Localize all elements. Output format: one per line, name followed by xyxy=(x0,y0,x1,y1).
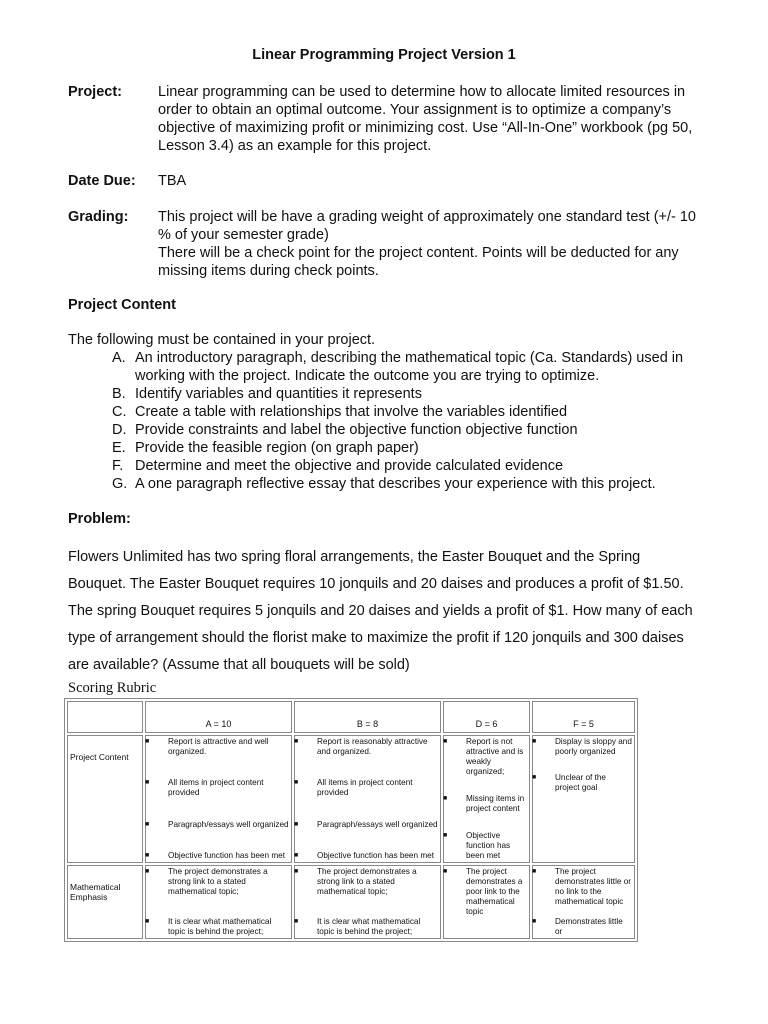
bullet-icon: ■ xyxy=(145,738,150,745)
bullet-text: Objective function has been met xyxy=(466,831,511,860)
bullet-text: Report is not attractive and is weakly organized; xyxy=(466,737,524,776)
document-title: Linear Programming Project Version 1 xyxy=(252,47,516,63)
bullet-icon: ■ xyxy=(294,779,299,787)
bullet-text: All items in project content provided xyxy=(168,778,264,798)
rubric-title: Scoring Rubric xyxy=(68,680,157,696)
bullet-text: Demonstrates little or xyxy=(555,917,623,936)
bullet-text: Report is attractive and well organized. xyxy=(168,737,269,756)
bullet-text: Missing items in project content xyxy=(466,794,525,813)
bullet-icon: ■ xyxy=(532,868,537,875)
list-letter: G. xyxy=(112,476,128,492)
project-line: Linear programming can be used to determine how to allocate limited resources in xyxy=(158,84,686,100)
bullet-item xyxy=(294,917,438,937)
list-text-line: An introductory paragraph, describing the mathematical topic (Ca. Standards) used in xyxy=(135,350,684,366)
problem-line: type of arrangement should the florist make to maximize the profit if 120 jonquils and 300 daises xyxy=(68,630,684,646)
table-header-row xyxy=(67,701,635,733)
bullet-icon: ■ xyxy=(443,795,448,802)
list-text: Determine and meet the objective and provide calculated evidence xyxy=(135,458,564,474)
bullet-text: Objective function has been met xyxy=(317,850,434,860)
project-description xyxy=(158,83,738,155)
cell-items xyxy=(532,867,632,937)
bullet-icon: ■ xyxy=(294,851,299,859)
bullet-text: The project demonstrates little or no link to the mathematical topic xyxy=(555,867,631,906)
grading-line: % of your semester grade) xyxy=(158,227,329,243)
cell-items xyxy=(443,867,527,937)
bullet-text: All items in project content provided xyxy=(317,778,413,798)
bullet-item xyxy=(145,819,289,830)
bullet-text: The project demonstrates a strong link to a stated mathematical topic; xyxy=(317,867,417,896)
bullet-text: Report is reasonably attractive and organized. xyxy=(317,737,428,756)
date-due-label: Date Due: xyxy=(68,173,136,189)
header-cell: A = 10 xyxy=(145,701,292,733)
bullet-item xyxy=(443,737,527,777)
bullet-item xyxy=(145,737,289,757)
bullet-item xyxy=(532,867,632,907)
cell-items xyxy=(443,737,527,861)
list-text: A one paragraph reflective essay that describes your experience with this project. xyxy=(135,476,656,492)
list-item xyxy=(112,475,683,493)
bullet-icon: ■ xyxy=(145,918,150,925)
table-cell xyxy=(443,735,530,863)
header-cell: B = 8 xyxy=(294,701,441,733)
project-content-list xyxy=(112,349,683,493)
grading-line: There will be a check point for the project content. Points will be deducted for any xyxy=(158,245,679,261)
table-row xyxy=(67,735,635,863)
list-item xyxy=(112,403,683,421)
bullet-text: Unclear of the project goal xyxy=(555,773,606,792)
list-letter: C. xyxy=(112,404,127,420)
bullet-text: Paragraph/essays well organized xyxy=(168,819,289,829)
cell-items xyxy=(294,737,438,861)
scoring-rubric-table xyxy=(64,698,638,942)
bullet-icon: ■ xyxy=(145,851,150,859)
problem-heading: Problem: xyxy=(68,511,131,527)
bullet-item xyxy=(443,794,527,814)
list-letter: D. xyxy=(112,422,127,438)
bullet-item xyxy=(532,737,632,757)
header-cell: F = 5 xyxy=(532,701,635,733)
grading-line: missing items during check points. xyxy=(158,263,379,279)
bullet-icon: ■ xyxy=(532,738,537,745)
table-cell xyxy=(532,865,635,939)
bullet-item xyxy=(294,867,438,897)
bullet-text: Paragraph/essays well organized xyxy=(317,819,438,829)
project-label: Project: xyxy=(68,84,122,100)
bullet-icon: ■ xyxy=(294,918,299,925)
problem-line: Bouquet. The Easter Bouquet requires 10 jonquils and 20 daises and produces a profit of $1.50. xyxy=(68,576,684,592)
list-text xyxy=(135,349,683,385)
project-line: order to obtain an optimal outcome. Your assignment is to optimize a company’s xyxy=(158,102,672,118)
bullet-item xyxy=(532,917,632,937)
list-item xyxy=(112,439,683,457)
problem-line: The spring Bouquet requires 5 jonquils and 20 daises and yields a profit of $1. How many of each xyxy=(68,603,693,619)
project-content-intro: The following must be contained in your project. xyxy=(68,332,376,348)
problem-text xyxy=(68,544,748,679)
bullet-item xyxy=(145,850,289,861)
project-line: Lesson 3.4) as an example for this project. xyxy=(158,138,432,154)
bullet-item xyxy=(532,773,632,793)
header-cell xyxy=(67,701,143,733)
table-cell xyxy=(145,735,292,863)
header-cell: D = 6 xyxy=(443,701,530,733)
table-cell xyxy=(145,865,292,939)
table-cell xyxy=(532,735,635,863)
bullet-item xyxy=(294,850,438,861)
problem-line: Flowers Unlimited has two spring floral arrangements, the Easter Bouquet and the Spring xyxy=(68,549,641,565)
cell-items xyxy=(145,737,289,861)
bullet-icon: ■ xyxy=(443,832,448,839)
bullet-text: It is clear what mathematical topic is behind the project; xyxy=(168,917,272,936)
bullet-item xyxy=(294,778,438,798)
table-cell xyxy=(294,865,441,939)
list-item xyxy=(112,349,683,385)
list-text: Create a table with relationships that involve the variables identified xyxy=(135,404,568,420)
bullet-text: The project demonstrates a strong link to a stated mathematical topic; xyxy=(168,867,268,896)
bullet-text: Objective function has been met xyxy=(168,850,285,860)
bullet-item xyxy=(145,917,289,937)
bullet-icon: ■ xyxy=(443,868,448,875)
grading-label: Grading: xyxy=(68,209,129,225)
table-cell xyxy=(443,865,530,939)
grading-line: This project will be have a grading weight of approximately one standard test (+/- 10 xyxy=(158,209,697,225)
list-letter: B. xyxy=(112,386,126,402)
list-item xyxy=(112,421,683,439)
bullet-icon: ■ xyxy=(145,820,150,828)
bullet-item xyxy=(294,737,438,757)
project-line: objective of maximizing profit or minimizing cost. Use “All-In-One” workbook (pg 50, xyxy=(158,120,693,136)
row-label: Project Content xyxy=(67,735,143,863)
problem-line: are available? (Assume that all bouquets will be sold) xyxy=(68,657,410,673)
bullet-icon: ■ xyxy=(145,868,150,875)
list-letter: A. xyxy=(112,350,126,366)
list-item xyxy=(112,385,683,403)
table-row xyxy=(67,865,635,939)
bullet-icon: ■ xyxy=(145,779,150,787)
bullet-item xyxy=(145,778,289,798)
bullet-icon: ■ xyxy=(294,738,299,745)
cell-items xyxy=(532,737,632,861)
bullet-icon: ■ xyxy=(532,774,537,781)
project-content-heading: Project Content xyxy=(68,297,176,313)
bullet-text: Display is sloppy and poorly organized xyxy=(555,737,632,756)
list-letter: E. xyxy=(112,440,126,456)
bullet-icon: ■ xyxy=(443,738,448,745)
grading-description xyxy=(158,208,738,280)
list-item xyxy=(112,457,683,475)
bullet-icon: ■ xyxy=(294,820,299,828)
row-label: Mathematical Emphasis xyxy=(67,865,143,939)
cell-items xyxy=(145,867,289,937)
bullet-item xyxy=(443,867,527,917)
cell-items xyxy=(294,867,438,937)
bullet-item xyxy=(145,867,289,897)
list-text: Identify variables and quantities it represents xyxy=(135,386,422,402)
list-text-line: working with the project. Indicate the outcome you are trying to optimize. xyxy=(135,368,600,384)
table-cell xyxy=(294,735,441,863)
date-due-value: TBA xyxy=(158,173,187,189)
bullet-item xyxy=(443,831,527,861)
bullet-text: The project demonstrates a poor link to the mathematical topic xyxy=(466,867,523,916)
list-text: Provide constraints and label the objective function objective function xyxy=(135,422,578,438)
list-letter: F. xyxy=(112,458,124,474)
bullet-icon: ■ xyxy=(532,918,537,925)
bullet-text: It is clear what mathematical topic is behind the project; xyxy=(317,917,421,936)
bullet-item xyxy=(294,819,438,830)
bullet-icon: ■ xyxy=(294,868,299,875)
list-text: Provide the feasible region (on graph paper) xyxy=(135,440,419,456)
